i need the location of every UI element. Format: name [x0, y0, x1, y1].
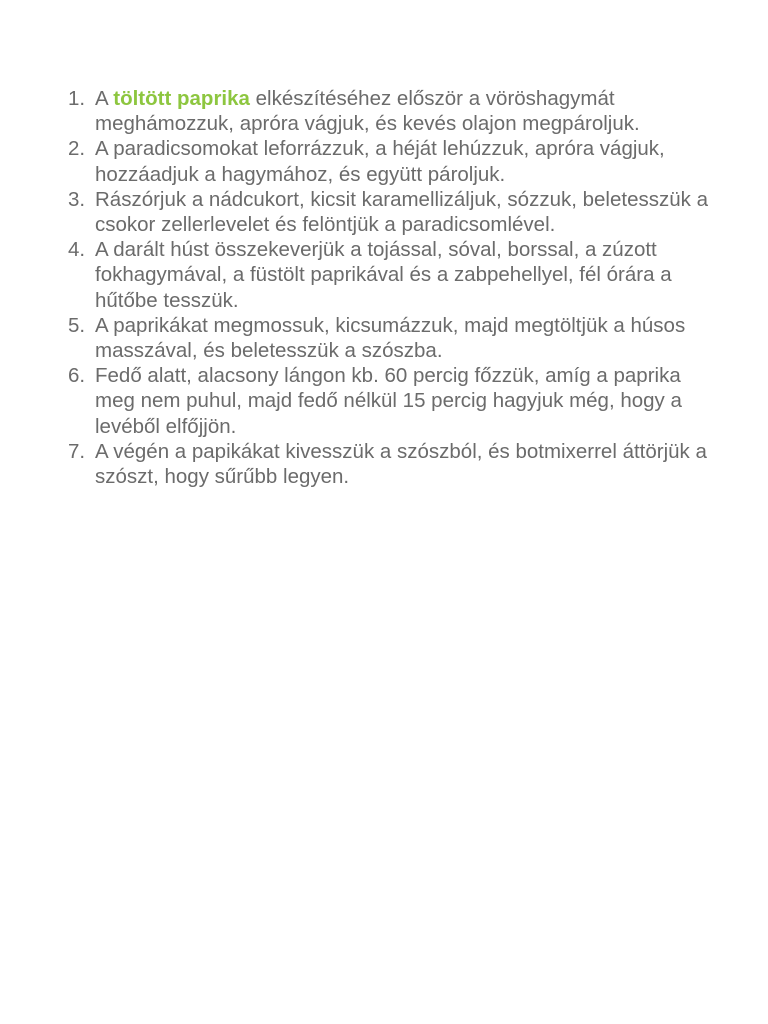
step-text: A paprikákat megmossuk, kicsumázzuk, majd megtöltjük a húsos masszával, és beletesszük a szószba. — [95, 313, 686, 363]
step-text: A végén a papikákat kivesszük a szószból, és botmixerrel áttörjük a szószt, hogy sűrűbb legyen. — [95, 439, 707, 489]
step-number: 6. — [68, 364, 86, 388]
step-text-start: A — [95, 87, 114, 110]
step-number: 4. — [68, 238, 86, 262]
recipe-step-7 — [68, 439, 708, 489]
step-text: A darált húst összekeverjük a tojással, sóval, borssal, a zúzott fokhagymával, a füstölt paprikával és a zabpehellyel, fél órára a hűtőbe tesszük. — [95, 238, 672, 312]
recipe-steps-list — [68, 86, 708, 489]
step-number: 7. — [68, 439, 86, 463]
step-text: Fedő alatt, alacsony lángon kb. 60 percig főzzük, amíg a paprika meg nem puhul, majd fedő nélkül 15 percig hagyjuk még, hogy a levéből elfőjjön. — [95, 364, 682, 438]
step-text-rest: elkészítéséhez először a vöröshagymát meghámozzuk, apróra vágjuk, és kevés olajon megpároljuk. — [95, 87, 640, 136]
recipe-step-4 — [68, 237, 708, 313]
recipe-step-5 — [68, 313, 708, 363]
step-text: Rászórjuk a nádcukort, kicsit karamellizáljuk, sózzuk, beletesszük a csokor zellerlevelet és felöntjük a paradicsomlével. — [95, 187, 708, 237]
recipe-step-6 — [68, 363, 708, 439]
recipe-step-3 — [68, 187, 708, 237]
step-number: 2. — [68, 137, 86, 161]
step-number: 5. — [68, 313, 86, 337]
recipe-step-1 — [68, 86, 708, 136]
step-text: A paradicsomokat leforrázzuk, a héját lehúzzuk, apróra vágjuk, hozzáadjuk a hagymához, és együtt pároljuk. — [95, 137, 665, 186]
step-number: 1. — [68, 87, 86, 110]
highlighted-dish-name: töltött paprika — [113, 87, 250, 110]
recipe-step-2 — [68, 136, 708, 186]
step-number: 3. — [68, 187, 86, 211]
